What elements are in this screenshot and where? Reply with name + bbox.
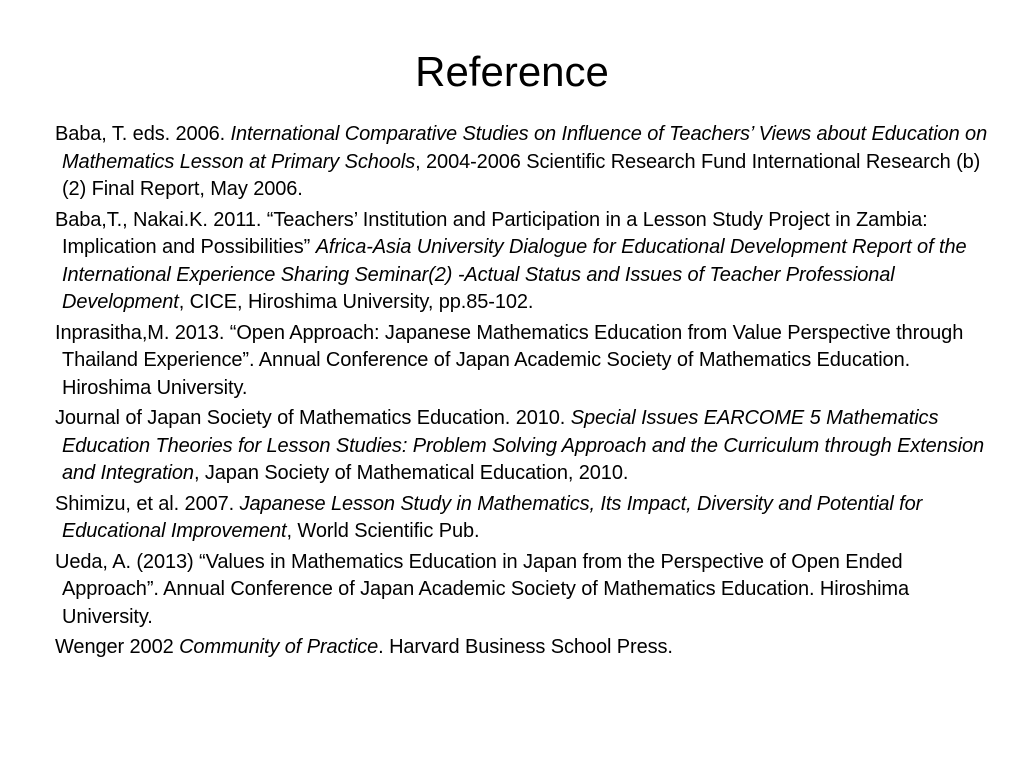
page-title: Reference <box>415 48 609 95</box>
reference-text: , CICE, Hiroshima University, pp.85-102. <box>178 291 534 313</box>
reference-text: , 2004-2006 Scientific Research Fund International Research (b) (2) Final Report, May 2006. <box>62 150 981 200</box>
reference-item <box>55 320 995 403</box>
reference-title: Special Issues EARCOME 5 Mathematics Education Theories for Lesson Studies: Problem Solving Approach and the Curriculum through Extension and Integration <box>62 407 985 484</box>
reference-text: . Harvard Business School Press. <box>378 636 673 658</box>
reference-title: Africa-Asia University Dialogue for Educational Development Report of the International Experience Sharing Seminar(2) -Actual Status and Issues of Teacher Professional Development <box>62 236 967 313</box>
reference-item <box>55 121 995 204</box>
reference-text: , Japan Society of Mathematical Education, 2010. <box>193 462 629 484</box>
reference-list <box>55 121 995 665</box>
reference-text: Baba, T. eds. 2006. <box>55 123 231 145</box>
reference-text: Ueda, A. (2013) “Values in Mathematics Education in Japan from the Perspective of Open Ended Approach”. Annual Conference of Japan Academic Society of Mathematics Education. Hiroshima University. <box>55 550 910 628</box>
reference-item <box>55 207 995 317</box>
reference-text: Journal of Japan Society of Mathematics Education. 2010. <box>55 407 571 429</box>
reference-title: Japanese Lesson Study in Mathematics, Its Impact, Diversity and Potential for Educational Improvement <box>62 492 923 542</box>
reference-text: Shimizu, et al. 2007. <box>55 492 240 515</box>
reference-item <box>55 549 995 632</box>
reference-item <box>55 405 995 488</box>
reference-text: , World Scientific Pub. <box>286 520 480 542</box>
reference-item <box>55 634 995 662</box>
reference-title: Community of Practice <box>179 636 379 658</box>
reference-text: Inprasitha,M. 2013. “Open Approach: Japanese Mathematics Education from Value Perspective through Thailand Experience”. Annual Conference of Japan Academic Society of Mathematics Education. Hiroshima University. <box>55 321 964 399</box>
reference-text: Baba,T., Nakai.K. 2011. “Teachers’ Institution and Participation in a Lesson Study Project in Zambia: Implication and Possibilities” <box>55 208 928 258</box>
reference-text: Wenger 2002 <box>55 636 180 658</box>
reference-item <box>55 491 995 546</box>
reference-title: International Comparative Studies on Influence of Teachers’ Views about Education on Mathematics Lesson at Primary Schools <box>62 123 988 173</box>
